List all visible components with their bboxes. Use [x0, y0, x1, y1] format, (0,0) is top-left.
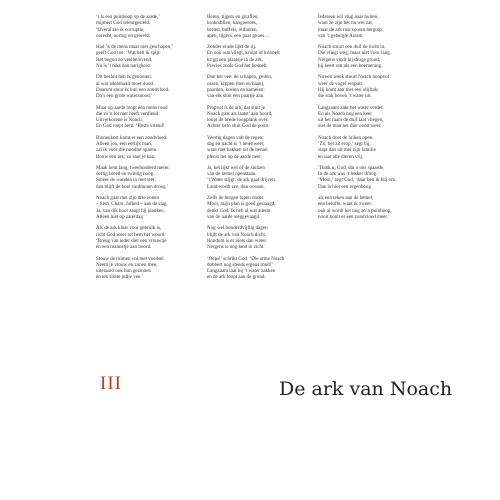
poem-line: Bouw een ark, zo snel je kan.	[96, 153, 156, 160]
poem-line: weer de vogel eropuit.	[318, 80, 364, 87]
poem-line: onrecht, oorlog en geweld.	[96, 32, 150, 39]
poem-line: Daarom stuur ik hun een zondvloed.	[96, 86, 170, 93]
poem-stanza	[96, 44, 211, 69]
poem-stanza	[207, 44, 322, 69]
poem-line: Nog wel honderdvijftig dagen	[207, 225, 268, 232]
poem-column-3	[318, 14, 433, 225]
poem-stanza	[207, 195, 322, 220]
poem-stanza	[318, 105, 433, 130]
poem-line: ziet de man het dier nooit weer.	[318, 123, 382, 130]
poem-line: Stouw de ruimen vol met voedsel.	[96, 255, 165, 262]
poem-line: Dan het vee: de schapen, geiten,	[207, 74, 273, 81]
poem-line: die stak boven ’t water uit.	[318, 93, 372, 100]
poem-line: van elk sluit een paartje aan.	[207, 93, 265, 100]
poem-line: Da’s een grote watersnood.’	[96, 93, 153, 100]
poem-line: mijmert God teleurgesteld.	[96, 20, 151, 27]
poem-line: Die vliegt weg, maar niet voor lang.	[318, 50, 391, 57]
poem-stanza	[207, 105, 322, 130]
poem-stanza	[207, 225, 322, 250]
poem-line: ‘Dank u, God, dat u ons spaarde.	[318, 164, 385, 171]
poem-line: Land wordt zee, dan oceaan.	[207, 183, 265, 190]
poem-line: ‘Mooi,’ zegt God, ‘daar ben ik blij om.	[318, 177, 397, 184]
poem-line: ‘Oeps!’ schrikt God. ‘Die arme Noach	[207, 255, 285, 262]
poem-stanza	[96, 165, 211, 190]
poem-line: apen, tijgers, een paar gnoes…	[207, 32, 270, 39]
poem-stanza	[318, 44, 433, 69]
poem-stanza	[207, 74, 322, 99]
poem-line: Propvol is de ark, dat stuit je.	[207, 104, 267, 111]
poem-stanza	[207, 256, 322, 281]
poem-line: Smeer de wanden in met teer,	[96, 177, 156, 184]
poem-stanza	[318, 165, 433, 190]
poem-line: denkt God. Ik heb al wat ademt	[207, 207, 271, 214]
chapter-title: De ark van Noach	[279, 378, 453, 400]
poem-line: Neem je vrouw en zonen mee,	[96, 261, 158, 268]
poem-line: ‘Zo, het zit erop,’ zegt hij,	[318, 141, 371, 147]
poem-line: dan blijft de boel vanbinnen droog.’	[96, 183, 169, 190]
poem-line: Nu is ’t niks dan narigheid.	[96, 62, 151, 69]
poem-line: dertig breed en twintig hoog.	[96, 171, 155, 178]
poem-line: In de ark was ’t lekker droog.’	[318, 171, 380, 178]
poem-line: en ten slotte jullie vee.’	[96, 274, 144, 281]
poem-line: Uitverkorene is Noach.	[96, 117, 143, 124]
poem-stanza	[207, 135, 322, 160]
poem-line: al wat ademhaalt moet dood.	[96, 80, 155, 87]
poem-stanza	[96, 195, 211, 220]
poem-line: en de ark loopt aan de grond.	[207, 274, 266, 281]
poem-line: Noach doet de luiken open.	[318, 134, 374, 141]
poem-stanza	[96, 135, 211, 160]
poem-line: geeft God toe. ‘Wat heb ik spijt.	[96, 50, 161, 57]
poem-line: Zonder einde lijkt de rij.	[207, 44, 257, 51]
poem-line: Ja, het lijkt wel of de sluizen	[207, 164, 265, 171]
poem-line: Iedereen wil vlug naar buiten,	[318, 14, 379, 20]
poem-line: van de hemel openstaan.	[207, 171, 257, 178]
poem-line: – Sem, Cham, Jafhed – aan de slag.	[96, 201, 168, 208]
poem-line: Noach stuurt een duif de lucht in.	[318, 44, 386, 51]
poem-line: want ze zijn het nu wel zat,	[318, 20, 374, 27]
poem-line: maar de ark rust op een bergtop	[318, 26, 382, 33]
poem-line: Noach gaat met zijn drie zonen	[96, 195, 159, 202]
poem-line: Ja, van dik hout zaagt hij planken.	[96, 207, 165, 214]
poem-line: ook al wordt het nog zo’n puinhoop,	[318, 207, 392, 214]
poem-line: ‘t Is een puinhoop op de aarde,’	[96, 14, 161, 20]
poem-line: ossen, kippen (hen en haan),	[207, 80, 265, 87]
poem-stanza	[207, 165, 322, 190]
poem-line: stapt dan uit met zijn familie	[318, 147, 376, 154]
poem-stanza	[318, 195, 433, 220]
poem-line: Dit besluit heb ik genomen:	[96, 74, 153, 81]
poem-stanza	[207, 14, 322, 39]
poem-line: blijft de ark van Noach dicht.	[207, 231, 267, 238]
poem-line: dag en nacht is ’t heienweer,	[207, 141, 265, 147]
poem-line: ‘Overal zie ik corruptie,	[96, 26, 145, 33]
poem-line: die zo’n lot niet heeft verdiend.	[96, 110, 160, 117]
poem-line: uiteraard ook hun gezinnen	[96, 268, 152, 274]
poem-stanza	[96, 14, 211, 39]
poem-line: als een teken aan de hemel,	[318, 195, 374, 202]
poem-stanza	[96, 74, 211, 99]
poem-line: ‘Breng van ieder dier een vrouwtje	[96, 237, 167, 244]
poem-line: want met bakken uit de hemel	[207, 147, 268, 154]
poem-line: Alleen niet op zaterdag.	[96, 213, 145, 220]
poem-line: Maak hem lang, tweehonderd meter,	[96, 164, 170, 171]
poem-line: Na een week stuurt Noach hoopvol	[318, 74, 390, 81]
poem-line: een belofte, want ik zweer:	[318, 201, 373, 208]
poem-line: Mooi, mijn plan is goed geslaagd,	[207, 201, 276, 208]
poem-line: Beren, tijgers en giraffen,	[207, 14, 259, 20]
poem-stanza	[96, 256, 211, 281]
poem-line: Had ’k de mens maar niet geschapen,’	[96, 44, 174, 51]
poem-stanza	[318, 14, 433, 39]
poem-column-2	[207, 14, 322, 286]
poem-line: Nergens vindt hij droge grond;	[318, 56, 381, 63]
poem-stanza	[96, 105, 211, 130]
poem-line: Noach gaat als laatst’ aan boord,	[207, 110, 273, 117]
poem-line: herten, buffels, olifanten,	[207, 26, 258, 33]
poem-line: van de aarde weggevaagd.	[207, 213, 261, 220]
poem-line: Alleen jou, een eerlijk man,	[96, 141, 153, 147]
chapter-number: III	[100, 373, 122, 394]
poem-line: Het begon zo veelbelovend.	[96, 56, 153, 63]
poem-line: Nergens is nog land in zicht.	[207, 244, 265, 251]
poem-line: dobbert nog steeds ergens rond!’	[207, 261, 274, 268]
poem-line: plenst het op de aarde neer.	[207, 153, 262, 160]
poem-line: richt God weer tot hem het woord:	[96, 231, 166, 238]
poem-line: Binnenkort komt er een zondvloed.	[96, 134, 168, 141]
poem-line: En als Noach nog een keer	[318, 110, 372, 117]
poem-line: hij keert om als een boemerang.	[318, 62, 383, 69]
poem-line: paarden, koeien en kamelen:	[207, 86, 265, 93]
poem-stanza	[318, 74, 433, 99]
poem-line: nooit komt er een zondvloed meer.’	[318, 213, 390, 220]
poem-line: Zelfs de bergen lopen onder.	[207, 195, 265, 202]
poem-column-1	[96, 14, 211, 286]
poem-line: Precies zoals God het bedoelt.	[207, 62, 268, 69]
poem-line: En ook wat vliegt, kruipt of kriooelt	[207, 50, 280, 57]
poem-line: zal ik voor die noodlot sparen.	[96, 147, 158, 154]
poem-line: Achter hem sluit God de poort.	[207, 123, 270, 130]
poem-line: krijgt een plaatsje in de ark.	[207, 56, 264, 63]
poem-line: krokodillen, kangoeroes,	[207, 20, 258, 27]
poem-line: Als de ark klaar voor gebruik is,	[96, 225, 162, 232]
poem-line: Rondom is er niets dan water.	[207, 237, 267, 244]
poem-stanza	[96, 225, 211, 250]
poem-line: Maar op aarde loopt één mens rond	[96, 104, 168, 111]
poem-line: uit het raam de duif laat vliegen,	[318, 117, 384, 124]
poem-line: Langzaam zakt het water verder.	[318, 104, 384, 111]
poem-line: van ’t gebergte Ararat.	[318, 32, 364, 39]
poem-line: ’t Water stijgt; de ark gaat drijven.	[207, 177, 277, 184]
poem-line: Langzaam laat hij ’t water zakken	[207, 268, 276, 274]
poem-line: Hij komt aan met een olijftak;	[318, 86, 379, 93]
poem-line: En God roept hem: ‘Beste vriend!	[96, 123, 165, 130]
poem-line: én een mannetje aan boord.	[96, 244, 152, 251]
poem-stanza	[318, 135, 433, 160]
poem-line: en laat alle dieren vrij.	[318, 153, 364, 160]
poem-line: Veertig dagen valt de regen;	[207, 134, 264, 141]
poem-line: Dan is hier een regenboog	[318, 183, 371, 190]
poem-line: loopt de brede loopplank over.	[207, 117, 269, 124]
